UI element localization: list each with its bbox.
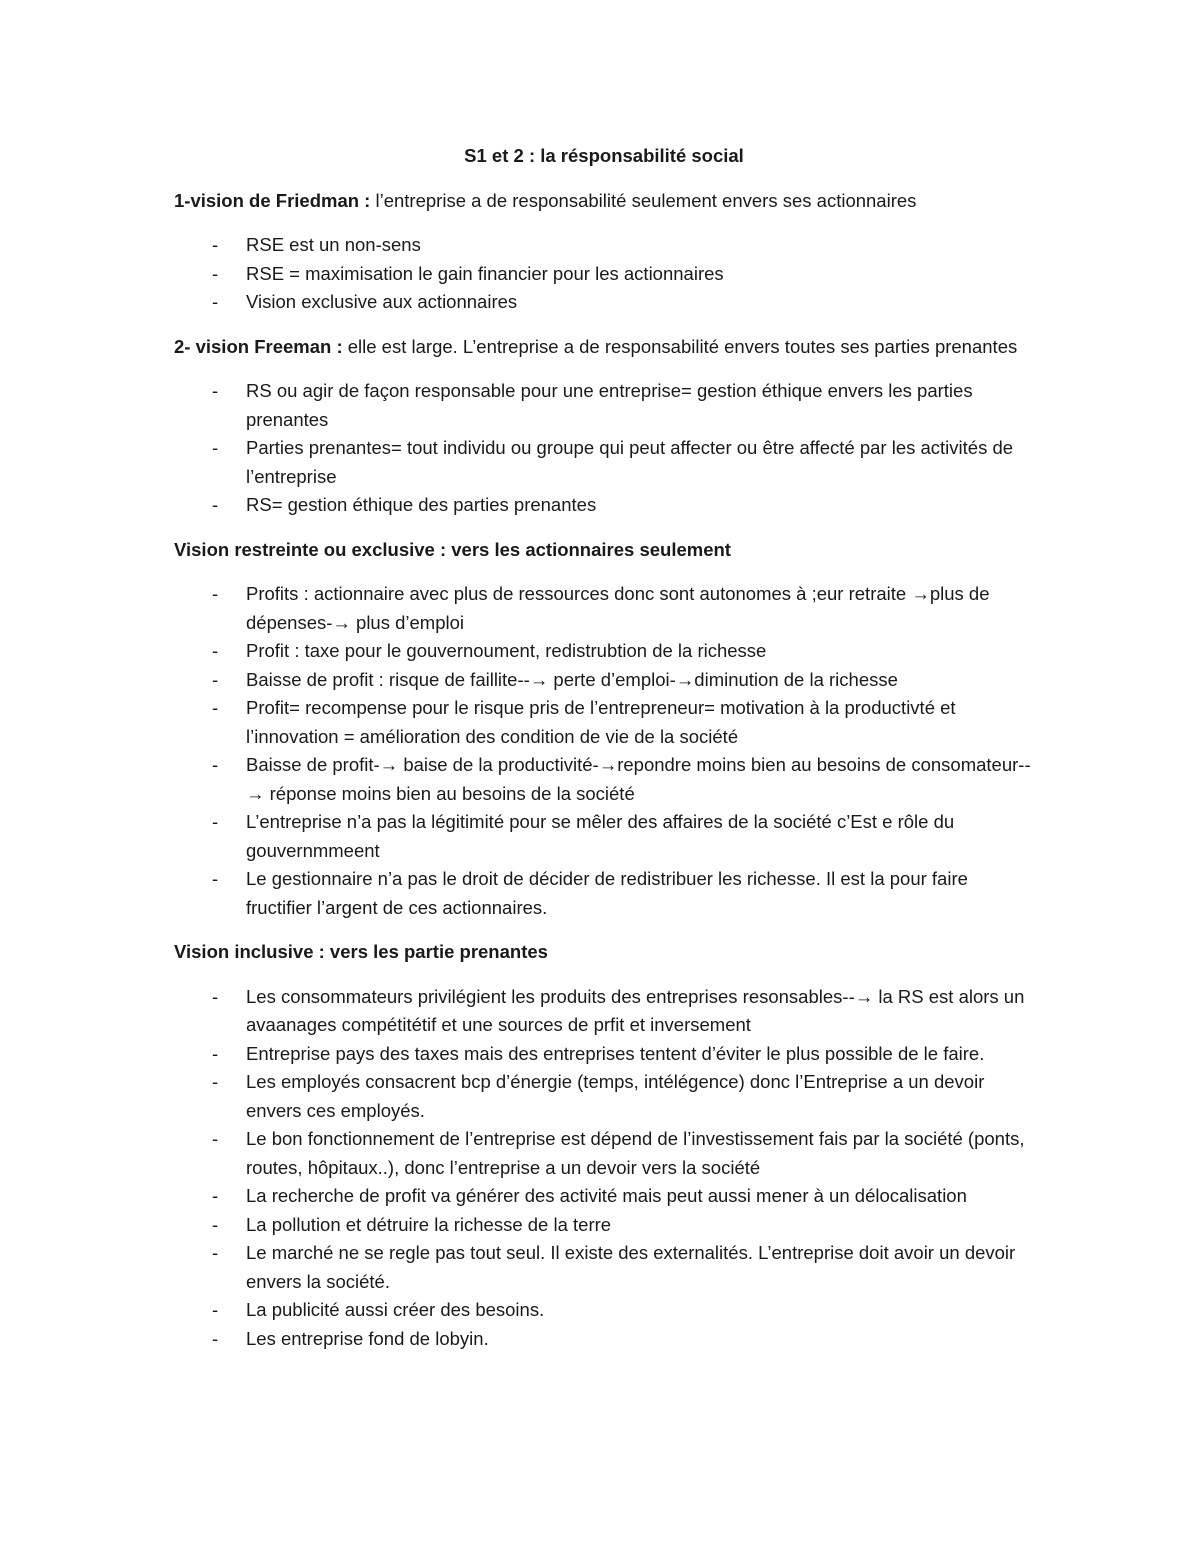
- list-item: [174, 1211, 1034, 1240]
- list-item-text: RSE est un non-sens: [246, 234, 421, 255]
- list-item: [174, 260, 1034, 289]
- list-item-text: Baisse de profit : risque de faillite--→ perte d’emploi-→diminution de la richesse: [246, 668, 898, 690]
- list-item: [174, 666, 1034, 695]
- list-item-text: Le marché ne se regle pas tout seul. Il existe des externalités. L’entreprise doit avoir un devoir envers la société.: [246, 1242, 1016, 1292]
- dash-bullet-icon: -: [212, 668, 219, 690]
- dash-bullet-icon: -: [212, 1242, 219, 1263]
- list-item-text: RS= gestion éthique des parties prenantes: [246, 494, 597, 515]
- list-item: [174, 1296, 1034, 1325]
- list-item: [174, 637, 1034, 666]
- section-freeman-heading: 2- vision Freeman :: [174, 335, 343, 357]
- document-page: [174, 142, 1034, 1369]
- section-inclusive-heading: Vision inclusive : vers les partie prenantes: [174, 941, 548, 962]
- dash-bullet-icon: -: [212, 437, 219, 458]
- dash-bullet-icon: -: [212, 1071, 219, 1092]
- dash-bullet-icon: -: [212, 234, 219, 255]
- section-freeman-list: [174, 377, 1034, 520]
- section-friedman-list: [174, 231, 1034, 317]
- list-item-text: Les employés consacrent bcp d’énergie (temps, intélégence) donc l’Entreprise a un devoir envers ces employés.: [246, 1071, 985, 1121]
- dash-bullet-icon: -: [212, 1299, 219, 1320]
- list-item: [174, 434, 1034, 491]
- dash-bullet-icon: -: [212, 1128, 219, 1149]
- list-item-text: Parties prenantes= tout individu ou groupe qui peut affecter ou être affecté par les activités de l’entreprise: [246, 437, 1014, 487]
- list-item-text: Profit= recompense pour le risque pris de l’entrepreneur= motivation à la productivté et l’innovation = amélioration des condition de vie de la société: [246, 697, 956, 747]
- section-friedman-intro: [174, 187, 1034, 216]
- list-item: [174, 694, 1034, 751]
- section-restreinte-heading: Vision restreinte ou exclusive : vers les actionnaires seulement: [174, 538, 731, 560]
- list-item-text: La publicité aussi créer des besoins.: [246, 1299, 545, 1320]
- list-item: [174, 808, 1034, 865]
- section-friedman-text: l’entreprise a de responsabilité seulement envers ses actionnaires: [370, 189, 917, 211]
- list-item-text: Profits : actionnaire avec plus de ressources donc sont autonomes à ;eur retraite →plus de dépenses-→ plus d’emploi: [246, 583, 990, 633]
- dash-bullet-icon: -: [212, 754, 219, 775]
- list-item: [174, 1239, 1034, 1296]
- section-freeman-intro: [174, 333, 1034, 362]
- list-item-text: RS ou agir de façon responsable pour une entreprise= gestion éthique envers les parties prenantes: [246, 380, 973, 430]
- list-item-text: Entreprise pays des taxes mais des entreprises tentent d’éviter le plus possible de le faire.: [246, 1042, 985, 1064]
- dash-bullet-icon: -: [212, 811, 219, 832]
- list-item: [174, 377, 1034, 434]
- document-title: S1 et 2 : la résponsabilité social: [464, 145, 744, 166]
- list-item: [174, 580, 1034, 637]
- dash-bullet-icon: -: [212, 985, 219, 1007]
- list-item: [174, 1325, 1034, 1354]
- dash-bullet-icon: -: [212, 291, 219, 312]
- dash-bullet-icon: -: [212, 868, 219, 889]
- list-item: [174, 231, 1034, 260]
- list-item: [174, 983, 1034, 1040]
- list-item-text: La pollution et détruire la richesse de la terre: [246, 1213, 612, 1235]
- section-inclusive-list: [174, 983, 1034, 1354]
- section-restreinte-list: [174, 580, 1034, 922]
- dash-bullet-icon: -: [212, 380, 219, 401]
- list-item-text: Les entreprise fond de lobyin.: [246, 1327, 489, 1349]
- dash-bullet-icon: -: [212, 262, 219, 284]
- section-freeman-text: elle est large. L’entreprise a de responsabilité envers toutes ses parties prenantes: [342, 335, 1018, 357]
- list-item-text: La recherche de profit va générer des activité mais peut aussi mener à un délocalisation: [246, 1185, 967, 1206]
- dash-bullet-icon: -: [212, 640, 219, 661]
- dash-bullet-icon: -: [212, 583, 219, 604]
- list-item-text: L’entreprise n’a pas la légitimité pour se mêler des affaires de la société c’Est e rôle du gouvernmmeent: [246, 811, 955, 861]
- list-item: [174, 865, 1034, 922]
- section-friedman-heading: 1-vision de Friedman :: [174, 189, 371, 211]
- list-item-text: Le gestionnaire n’a pas le droit de décider de redistribuer les richesse. Il est la pour faire fructifier l’argent de ces actionnaires.: [246, 868, 968, 918]
- list-item: [174, 1068, 1034, 1125]
- list-item: [174, 751, 1034, 808]
- list-item: [174, 1182, 1034, 1211]
- list-item-text: Profit : taxe pour le gouvernoument, redistrubtion de la richesse: [246, 640, 767, 661]
- list-item-text: Le bon fonctionnement de l’entreprise est dépend de l’investissement fais par la société (ponts, routes, hôpitaux..), donc l’entreprise a un devoir vers la société: [246, 1128, 1025, 1178]
- dash-bullet-icon: -: [212, 1327, 219, 1349]
- list-item: [174, 1125, 1034, 1182]
- dash-bullet-icon: -: [212, 1042, 219, 1064]
- dash-bullet-icon: -: [212, 1185, 219, 1206]
- list-item: [174, 491, 1034, 520]
- list-item: [174, 1040, 1034, 1069]
- list-item-text: Baisse de profit-→ baise de la productivité-→repondre moins bien au besoins de consomateur--→ réponse moins bien au besoins de la société: [246, 754, 1031, 804]
- list-item-text: Les consommateurs privilégient les produits des entreprises resonsables--→ la RS est alors un avaanages compétitétif et une sources de prfit et inversement: [246, 985, 1025, 1035]
- dash-bullet-icon: -: [212, 494, 219, 515]
- list-item: [174, 288, 1034, 317]
- list-item-text: RSE = maximisation le gain financier pour les actionnaires: [246, 262, 724, 284]
- dash-bullet-icon: -: [212, 1213, 219, 1235]
- list-item-text: Vision exclusive aux actionnaires: [246, 291, 518, 312]
- dash-bullet-icon: -: [212, 697, 219, 718]
